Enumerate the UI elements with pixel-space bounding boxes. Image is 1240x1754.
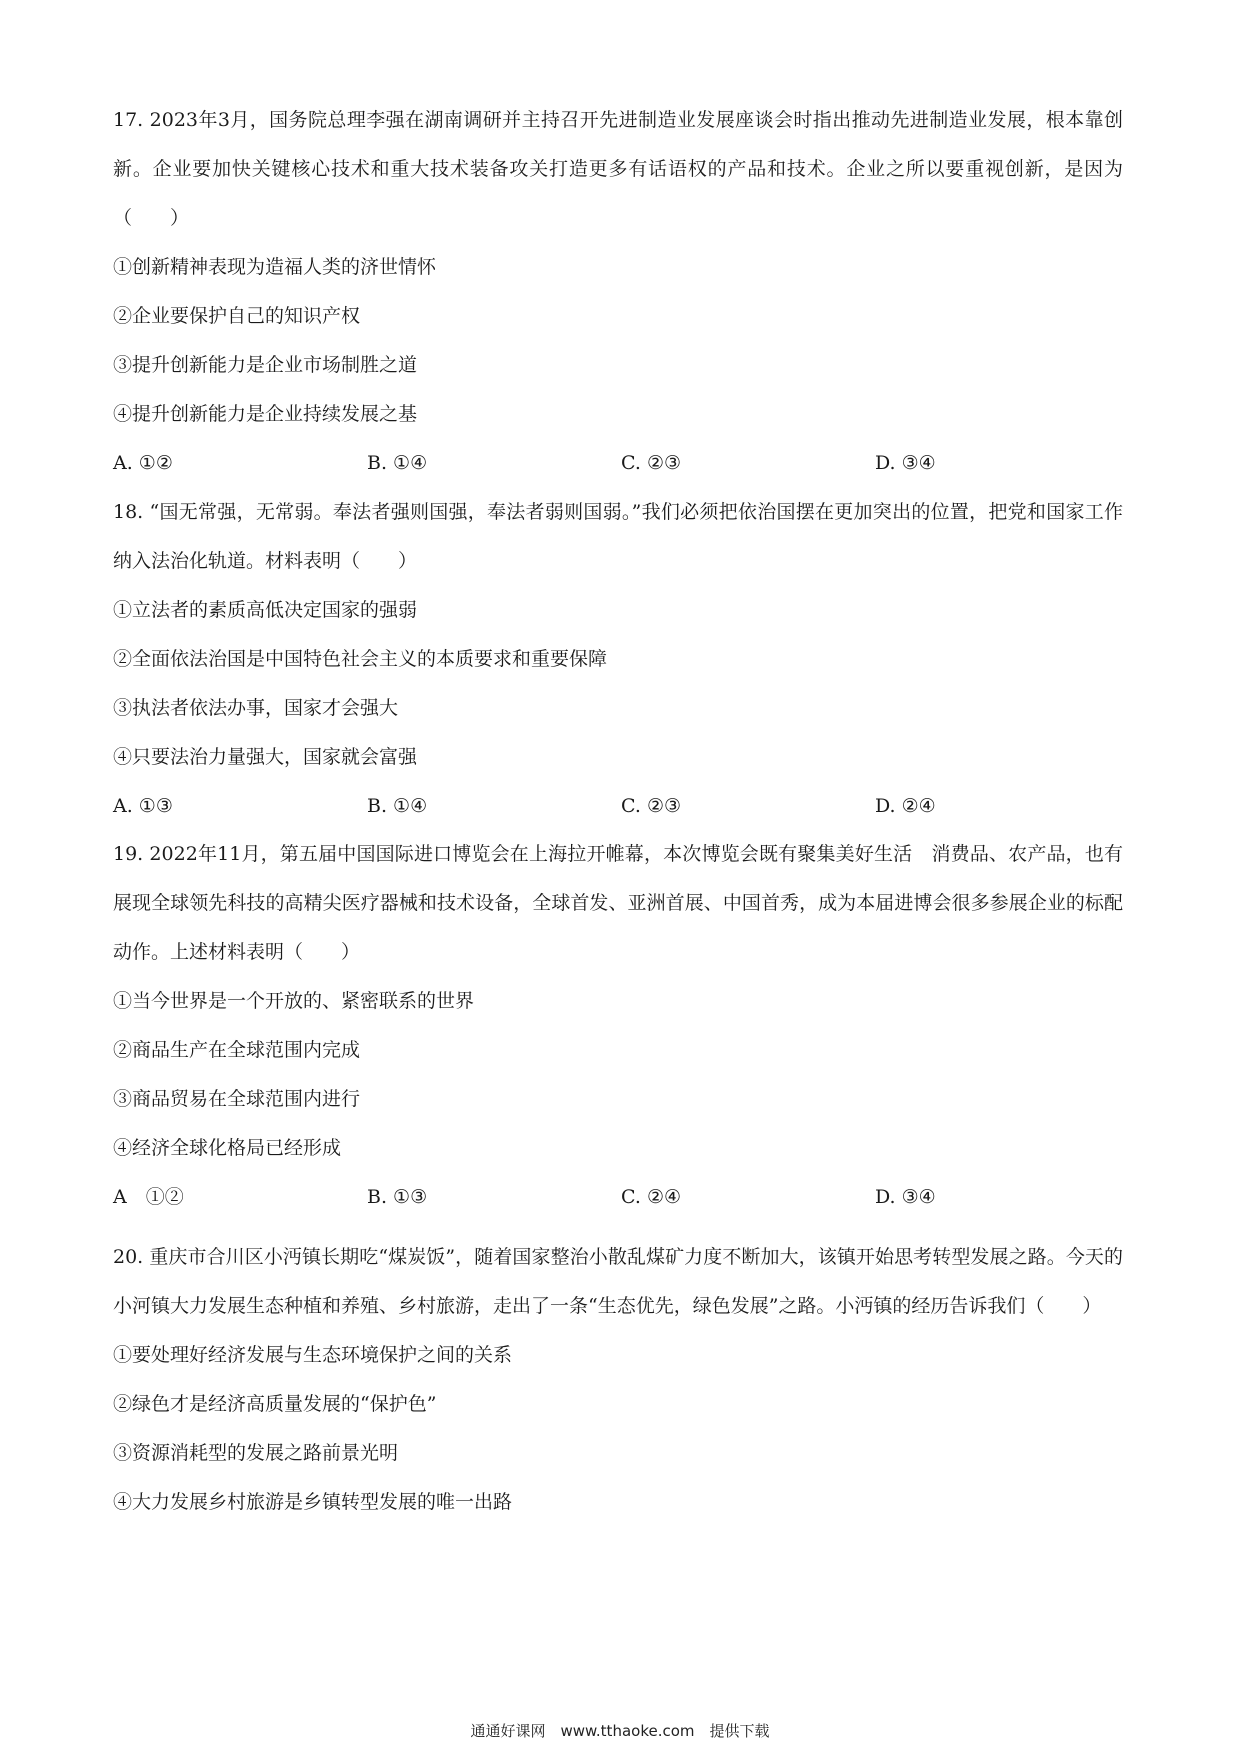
statement-option: ①当今世界是一个开放的、紧密联系的世界 xyxy=(113,990,475,1012)
question-stem: 17. 2023年3月，国务院总理李强在湖南调研并主持召开先进制造业发展座谈会时指出推动先进制造业发展，根本靠创新。企业要加快关键核心技术和重大技术装备攻关打造更多有话语权的产品和技术。企业之所以要重视创新，是因为（ ） xyxy=(113,109,1123,229)
statement-option: ③提升创新能力是企业市场制胜之道 xyxy=(113,354,418,376)
statement-option: ③执法者依法办事，国家才会强大 xyxy=(113,697,399,719)
choice-a: A. ①③ xyxy=(113,795,173,817)
statement-option: ①立法者的素质高低决定国家的强弱 xyxy=(113,599,418,621)
statement-option: ①要处理好经济发展与生态环境保护之间的关系 xyxy=(113,1344,513,1366)
statement-option: ②企业要保护自己的知识产权 xyxy=(113,305,361,327)
statement-option: ③资源消耗型的发展之路前景光明 xyxy=(113,1442,399,1464)
choice-b: B. ①④ xyxy=(367,452,428,474)
answer-choices xyxy=(113,782,1123,831)
question-20 xyxy=(113,1233,1123,1527)
statement-option: ④经济全球化格局已经形成 xyxy=(113,1137,342,1159)
statement-option: ①创新精神表现为造福人类的济世情怀 xyxy=(113,256,437,278)
statement-option: ④提升创新能力是企业持续发展之基 xyxy=(113,403,418,425)
statement-option: ③商品贸易在全球范围内进行 xyxy=(113,1088,361,1110)
question-18 xyxy=(113,488,1123,831)
choice-a: A. ①② xyxy=(113,452,173,474)
answer-choices xyxy=(113,1173,1123,1222)
choice-d: D. ③④ xyxy=(875,1186,936,1208)
choice-d: D. ③④ xyxy=(875,452,936,474)
statement-option: ②绿色才是经济高质量发展的“保护色” xyxy=(113,1393,437,1415)
question-17 xyxy=(113,96,1123,488)
statement-option: ②全面依法治国是中国特色社会主义的本质要求和重要保障 xyxy=(113,648,608,670)
statement-option: ④只要法治力量强大，国家就会富强 xyxy=(113,746,418,768)
choice-c: C. ②③ xyxy=(621,795,682,817)
choice-b: B. ①③ xyxy=(367,1186,428,1208)
question-19 xyxy=(113,830,1123,1222)
statement-option: ②商品生产在全球范围内完成 xyxy=(113,1039,361,1061)
choice-c: C. ②④ xyxy=(621,1186,682,1208)
choice-c: C. ②③ xyxy=(621,452,682,474)
page-footer: 通通好课网 www.tthaoke.com 提供下载 xyxy=(470,1722,770,1740)
choice-d: D. ②④ xyxy=(875,795,936,817)
question-stem: 18. “国无常强，无常弱。奉法者强则国强，奉法者弱则国弱。”我们必须把依治国摆在更加突出的位置，把党和国家工作纳入法治化轨道。材料表明（ ） xyxy=(113,501,1123,572)
statement-option: ④大力发展乡村旅游是乡镇转型发展的唯一出路 xyxy=(113,1491,513,1513)
question-stem: 20. 重庆市合川区小沔镇长期吃“煤炭饭”，随着国家整治小散乱煤矿力度不断加大，该镇开始思考转型发展之路。今天的小河镇大力发展生态种植和养殖、乡村旅游，走出了一条“生态优先，绿色发展”之路。小沔镇的经历告诉我们（ ） xyxy=(113,1246,1123,1317)
choice-b: B. ①④ xyxy=(367,795,428,817)
choice-a: A ①② xyxy=(113,1186,184,1208)
answer-choices xyxy=(113,439,1123,488)
question-stem: 19. 2022年11月，第五届中国国际进口博览会在上海拉开帷幕，本次博览会既有聚集美好生活 消费品、农产品，也有展现全球领先科技的高精尖医疗器械和技术设备，全球首发、亚洲首展、中国首秀，成为本届进博会很多参展企业的标配动作。上述材料表明（ ） xyxy=(113,843,1123,963)
